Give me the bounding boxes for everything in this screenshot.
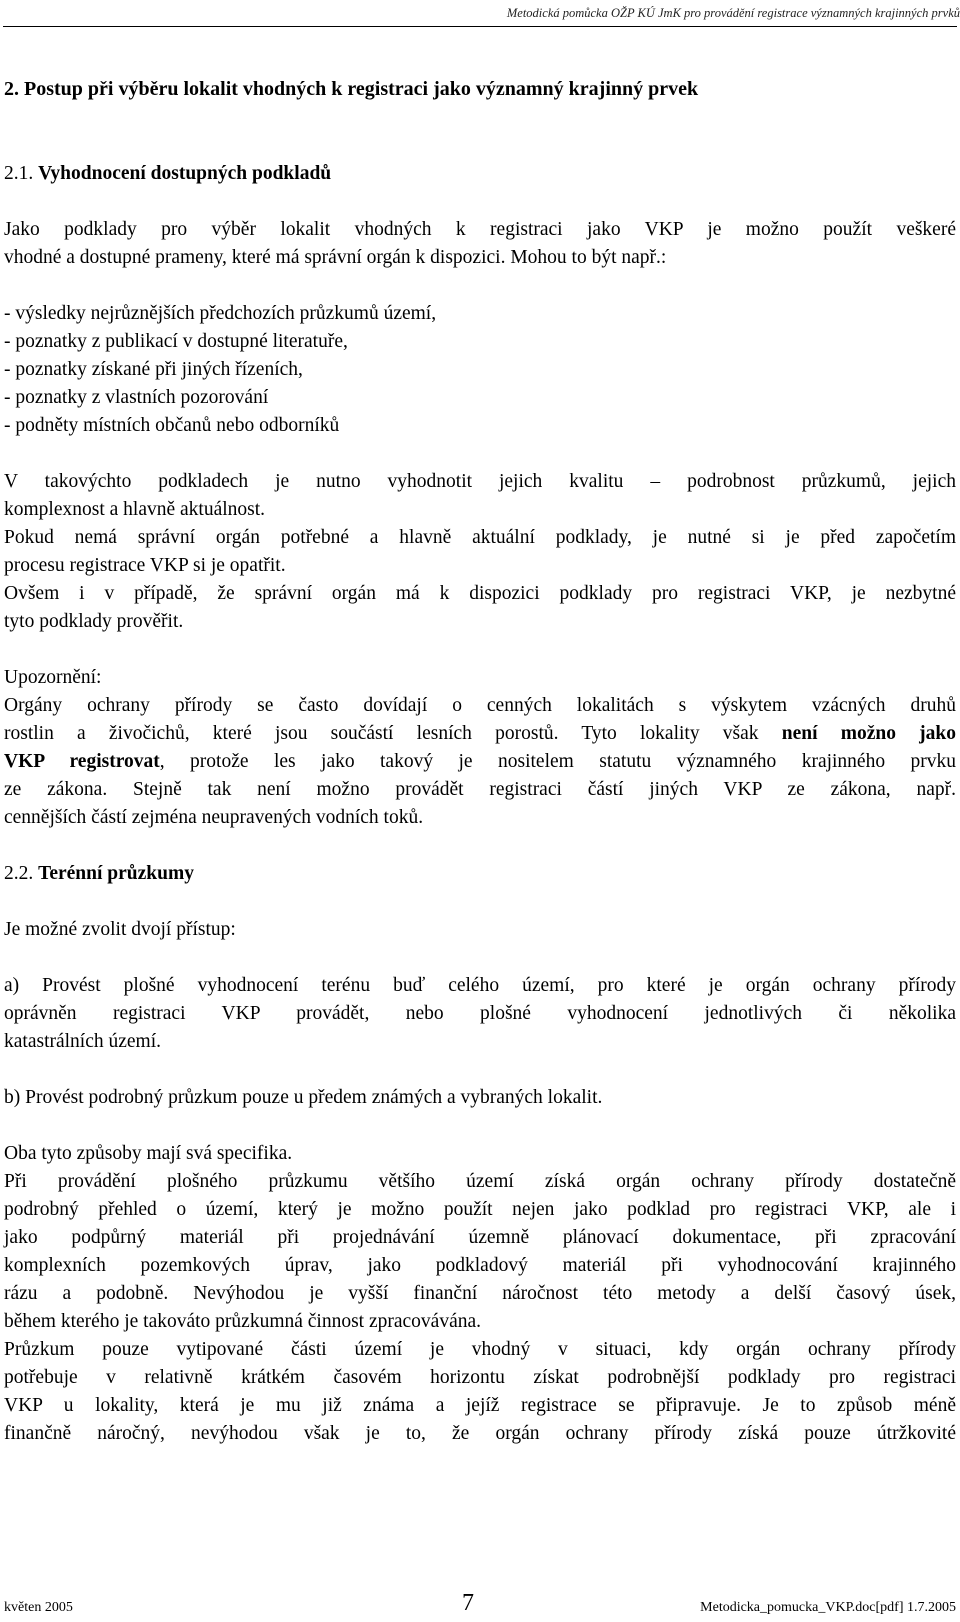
survey-wide-line-3: jako podpůrný materiál při projednávání územně plánovací dokumentace, při zpracování <box>4 1227 956 1248</box>
paragraph-verify-line-1: Ovšem i v případě, že správní orgán má k dispozici podklady pro registraci VKP, je nezbytné <box>4 583 956 604</box>
option-b: b) Provést podrobný průzkum pouze u předem známých a vybraných lokalit. <box>4 1087 603 1108</box>
warning-line-2-text: rostlin a živočichů, které jsou součástí lesních porostů. Tyto lokality však <box>4 723 759 744</box>
survey-targeted-line-3: VKP u lokality, která je mu již známa a jejíž registrace se připravuje. Je to způsob méně <box>4 1395 956 1416</box>
warning-line-1: Orgány ochrany přírody se často dovídají o cenných lokalitách s výskytem vzácných druhů <box>4 695 956 716</box>
page-number: 7 <box>462 1590 474 1616</box>
list-item: - poznatky získané při jiných řízeních, <box>4 359 303 380</box>
page-footer <box>4 1590 956 1620</box>
survey-wide-line-5: rázu a podobně. Nevýhodou je vyšší finanční náročnost této metody a delší časový úsek, <box>4 1283 956 1304</box>
running-header: Metodická pomůcka OŽP KÚ JmK pro provádění registrace významných krajinných prvků <box>506 6 960 20</box>
section-2-1-heading <box>4 162 331 186</box>
survey-wide-line-4: komplexních pozemkových úprav, jako podkladový materiál při vyhodnocování krajinného <box>4 1255 956 1276</box>
header-rule <box>3 26 957 27</box>
option-a-line-3: katastrálních území. <box>4 1031 162 1052</box>
specifics-line: Oba tyto způsoby mají svá specifika. <box>4 1143 293 1164</box>
survey-wide-line-1: Při provádění plošného průzkumu většího území získá orgán ochrany přírody dostatečně <box>4 1171 956 1192</box>
section-2-1-number: 2.1. <box>4 163 39 184</box>
warning-label: Upozornění: <box>4 667 102 688</box>
list-item: - poznatky z publikací v dostupné literatuře, <box>4 331 348 352</box>
warning-line-2 <box>4 722 956 746</box>
warning-line-3 <box>4 750 956 774</box>
intro-line-2: vhodné a dostupné prameny, které má správní orgán k dispozici. Mohou to být např.: <box>4 247 667 268</box>
survey-wide-line-2: podrobný přehled o území, který je možno použít nejen jako podklad pro registraci VKP, ale i <box>4 1199 956 1220</box>
warning-line-3-text: , protože les jako takový je nositelem statutu významného krajinného prvku <box>159 751 956 772</box>
warning-emphasis-end: VKP registrovat <box>4 751 160 772</box>
footer-date: květen 2005 <box>4 1600 73 1615</box>
section-2-2-number: 2.2. <box>4 863 39 884</box>
footer-file-info: Metodicka_pomucka_VKP.doc[pdf] 1.7.2005 <box>700 1600 956 1615</box>
warning-line-4: ze zákona. Stejně tak není možno provádět registraci částí jiných VKP ze zákona, např. <box>4 779 956 800</box>
survey-wide-line-6: během kterého je takováto průzkumná činnost zpracovávána. <box>4 1311 482 1332</box>
survey-targeted-line-1: Průzkum pouze vytipované části území je vhodný v situaci, kdy orgán ochrany přírody <box>4 1339 956 1360</box>
section-2-2-title: Terénní průzkumy <box>38 863 194 884</box>
section-2-1-title: Vyhodnocení dostupných podkladů <box>38 163 332 184</box>
warning-emphasis: není možno jako <box>781 723 956 744</box>
option-a-line-1: a) Provést plošné vyhodnocení terénu buď celého území, pro které je orgán ochrany přírody <box>4 975 956 996</box>
intro-line-1: Jako podklady pro výběr lokalit vhodných k registraci jako VKP je možno použít veškeré <box>4 219 956 240</box>
paragraph-quality-line-2: komplexnost a hlavně aktuálnost. <box>4 499 266 520</box>
list-item: - podněty místních občanů nebo odborníků <box>4 415 340 436</box>
option-a-line-2: oprávněn registraci VKP provádět, nebo plošné vyhodnocení jednotlivých či několika <box>4 1003 956 1024</box>
section-2-heading: 2. Postup při výběru lokalit vhodných k registraci jako významný krajinný prvek <box>4 78 699 100</box>
paragraph-verify-line-2: tyto podklady prověřit. <box>4 611 184 632</box>
warning-line-5: cennějších částí zejména neupravených vodních toků. <box>4 807 424 828</box>
list-item: - výsledky nejrůznějších předchozích průzkumů území, <box>4 303 437 324</box>
paragraph-missing-line-1: Pokud nemá správní orgán potřebné a hlavně aktuální podklady, je nutné si je před započetím <box>4 527 956 548</box>
paragraph-quality-line-1: V takovýchto podkladech je nutno vyhodnotit jejich kvalitu – podrobnost průzkumů, jejich <box>4 471 956 492</box>
paragraph-missing-line-2: procesu registrace VKP si je opatřit. <box>4 555 286 576</box>
approach-intro: Je možné zvolit dvojí přístup: <box>4 919 236 940</box>
section-2-2-heading <box>4 862 194 886</box>
survey-targeted-line-2: potřebuje v relativně krátkém časovém horizontu získat podrobnější podklady pro registraci <box>4 1367 956 1388</box>
survey-targeted-line-4: finančně náročný, nevýhodou však je to, že orgán ochrany přírody získá pouze útržkovité <box>4 1423 956 1444</box>
list-item: - poznatky z vlastních pozorování <box>4 387 269 408</box>
